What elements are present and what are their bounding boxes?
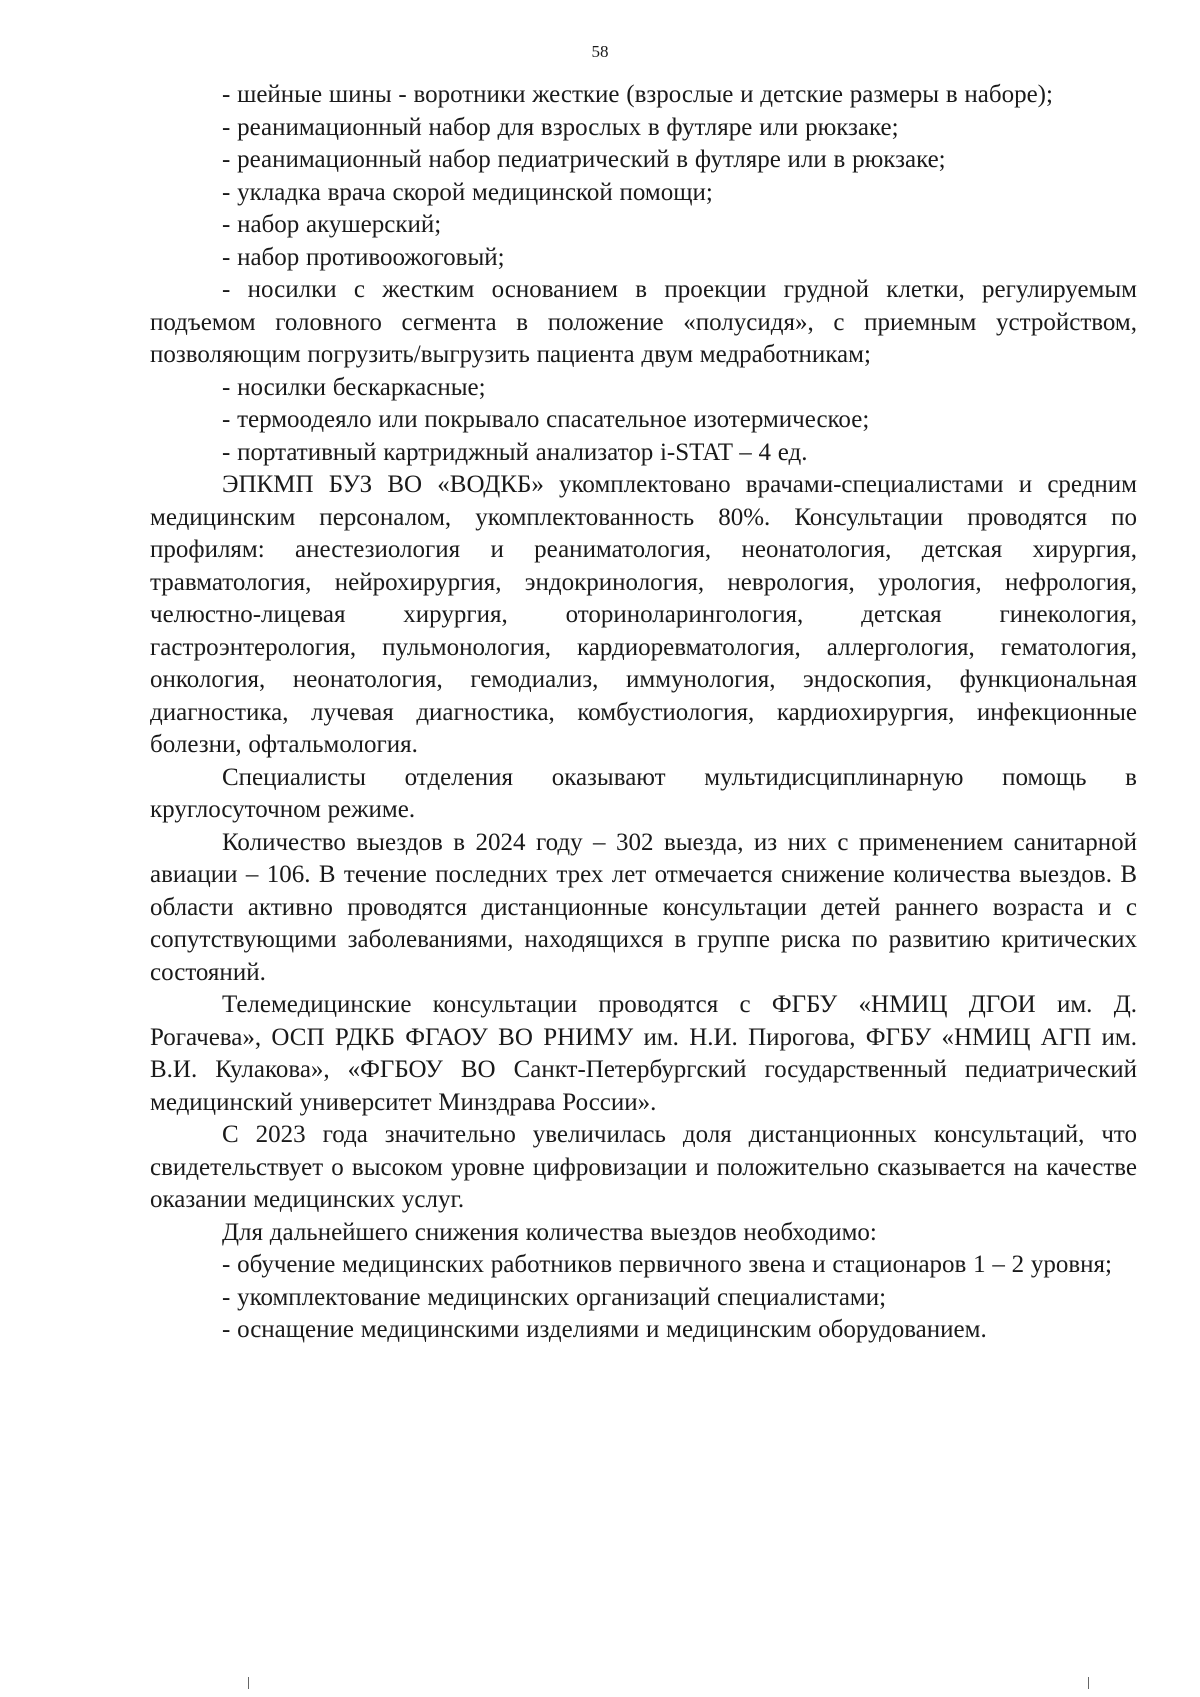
paragraph-staffing-profiles: ЭПКМП БУЗ ВО «ВОДКБ» укомплектовано врачами-специалистами и средним медицинским персоналом, укомплектованность 80%. Консультации проводятся по профилям: анестезиология и реаниматология, неонатология, детская хирургия, травматология, нейрохирургия, эндокринология, неврология, урология, нефрология, челюстно-лицевая хирургия, оториноларингология, детская гинекология, гастроэнтерология, пульмонология, кардиоревматология, аллергология, гематология, онкология, неонатология, гемодиализ, иммунология, эндоскопия, функциональная диагностика, лучевая диагностика, комбустиология, кардиохирургия, инфекционные болезни, офтальмология. <box>150 471 1137 758</box>
list-item-thermal-blanket: - термоодеяло или покрывало спасательное изотермическое; <box>222 406 870 433</box>
list-item-rigid-stretcher: - носилки с жестким основанием в проекции грудной клетки, регулируемым подъемом головного сегмента в положение «полусидя», с приемным устройством, позволяющим погрузить/выгрузить пациента двум медработникам; <box>150 276 1137 368</box>
paragraph-remote-consultations: С 2023 года значительно увеличилась доля дистанционных консультаций, что свидетельствует о высоком уровне цифровизации и положительно сказывается на качестве оказании медицинских услуг. <box>150 1121 1137 1213</box>
list-item-adult-resuscitation-kit: - реанимационный набор для взрослых в футляре или рюкзаке; <box>222 113 899 141</box>
list-item-istat-analyzer: - портативный картриджный анализатор i-STAT – 4 ед. <box>222 438 808 466</box>
paragraph-requirements-intro: Для дальнейшего снижения количества выездов необходимо: <box>222 1218 877 1246</box>
list-item-staffing: - укомплектование медицинских организаций специалистами; <box>222 1283 887 1311</box>
scan-edge-mark-left <box>248 1677 249 1689</box>
paragraph-telemedicine: Телемедицинские консультации проводятся с ФГБУ «НМИЦ ДГОИ им. Д. Рогачева», ОСП РДКБ ФГАОУ ВО РНИМУ им. Н.И. Пирогова, ФГБУ «НМИЦ АГП им. В.И. Кулакова», «ФГБОУ ВО Санкт-Петербургский государственный педиатрический медицинский университет Минздрава России». <box>150 991 1137 1116</box>
list-item-neck-collars: - шейные шины - воротники жесткие (взрослые и детские размеры в наборе); <box>222 81 1053 108</box>
list-item-pediatric-resuscitation-kit: - реанимационный набор педиатрический в футляре или в рюкзаке; <box>222 146 946 173</box>
list-item-equipment: - оснащение медицинскими изделиями и медицинским оборудованием. <box>222 1316 987 1343</box>
page-number: 58 <box>591 42 609 61</box>
document-body <box>150 79 1137 1347</box>
list-item-obstetric-kit: - набор акушерский; <box>222 211 442 238</box>
list-item-staff-training: - обучение медицинских работников первичного звена и стационаров 1 – 2 уровня; <box>222 1251 1112 1278</box>
list-item-ambulance-doctor-kit: - укладка врача скорой медицинской помощи; <box>222 178 713 206</box>
paragraph-trip-count: Количество выездов в 2024 году – 302 выезда, из них с применением санитарной авиации – 106. В течение последних трех лет отмечается снижение количества выездов. В области активно проводятся дистанционные консультации детей раннего возраста и с сопутствующими заболеваниями, находящихся в группе риска по развитию критических состояний. <box>150 828 1137 986</box>
list-item-frameless-stretcher: - носилки бескаркасные; <box>222 373 486 401</box>
scan-edge-mark-right <box>1088 1677 1089 1689</box>
list-item-burn-kit: - набор противоожоговый; <box>222 243 505 271</box>
paragraph-multidisciplinary-help: Специалисты отделения оказывают мультидисциплинарную помощь в круглосуточном режиме. <box>150 763 1137 823</box>
